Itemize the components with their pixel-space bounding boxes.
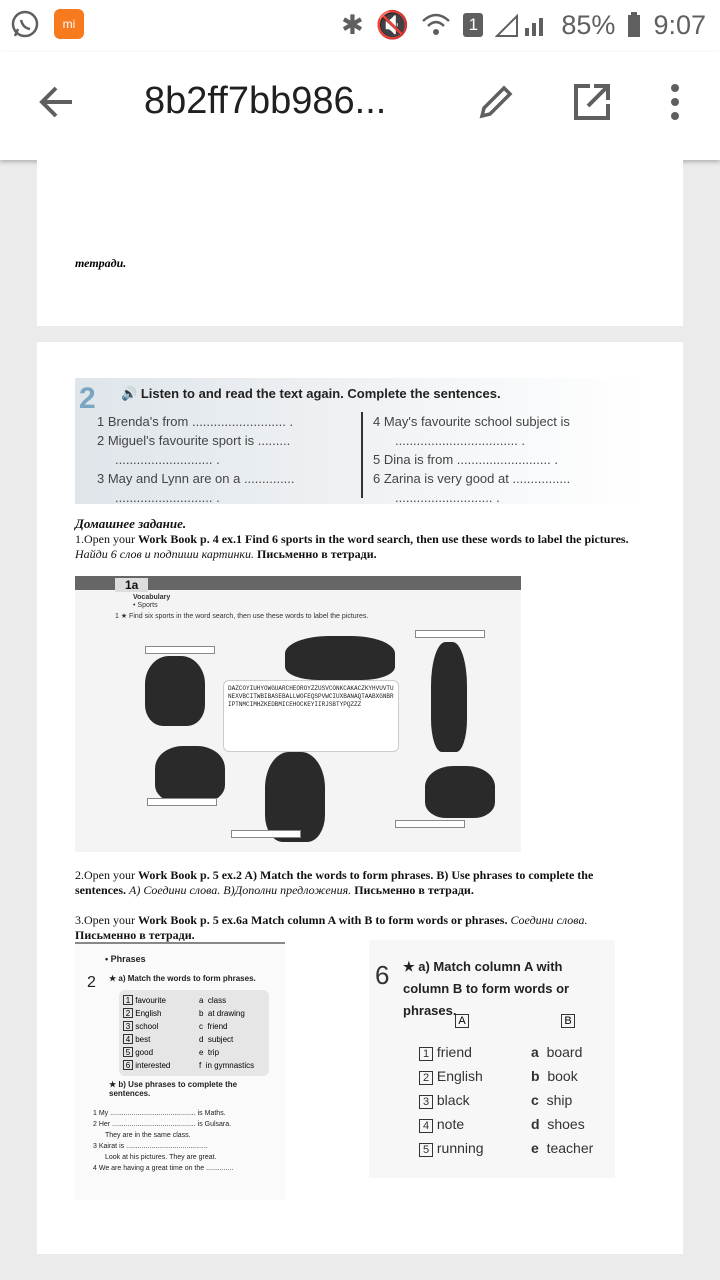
bluetooth-icon: ✱ (341, 9, 364, 40)
column-a-word: friend (436, 1044, 472, 1060)
vocab-label: Vocabulary (133, 594, 171, 601)
column-a-item: 1 friend (419, 1040, 484, 1064)
sentences (93, 1108, 279, 1174)
letter: e (199, 1048, 204, 1057)
sentence: 1 My ............................................ is Maths. (93, 1110, 226, 1117)
column-b-item (531, 1064, 593, 1088)
match-right-item (199, 1007, 254, 1020)
column-b-header: B (561, 1014, 575, 1028)
exercise-3 (75, 913, 645, 943)
label-box-2 (415, 630, 485, 638)
match-left-word: good (135, 1048, 154, 1057)
task-number: 2 (79, 382, 96, 415)
match-right-word: in gymnastics (205, 1061, 255, 1070)
ex-text: 1.Open your (75, 532, 138, 546)
unit-tag: 1a (115, 578, 148, 592)
match-right-word: at drawing (207, 1009, 245, 1018)
ex-text-ru: Найди 6 слов и подпиши картинки. (75, 547, 255, 561)
mi-app-icon: mi (54, 9, 84, 39)
sentence: 2 Her ........................................... is Gulsara. (93, 1121, 232, 1128)
match-left-word: English (135, 1009, 162, 1018)
wordsearch-image (75, 576, 521, 852)
sentence: 3 Kairat is .......................................... (93, 1143, 208, 1150)
match-left-item: 4 best (123, 1033, 170, 1046)
hockey-player-image (145, 656, 205, 726)
phrases-heading: • Phrases (105, 954, 146, 964)
cyclist-image (285, 636, 395, 680)
letter: c (531, 1092, 539, 1108)
task-instruction: Listen to and read the text again. Complete the sentences. (140, 386, 501, 401)
letter: a (531, 1044, 539, 1060)
match-left-word: favourite (135, 996, 166, 1005)
sports-label: • Sports (133, 602, 158, 609)
document-page-2 (37, 342, 683, 1254)
mute-icon: 🔇 (375, 10, 410, 40)
letter: b (531, 1068, 540, 1084)
column-a-word: black (436, 1092, 470, 1108)
task2-listen-block (75, 378, 645, 504)
whatsapp-icon (10, 9, 40, 39)
match-left-item: 2 English (123, 1007, 170, 1020)
sentence: 2 Miguel's favourite sport is ......... (97, 433, 291, 448)
column-a-list (419, 1040, 484, 1160)
status-bar (0, 0, 720, 52)
column-b-list (531, 1040, 593, 1160)
column-a-item: 3 black (419, 1088, 484, 1112)
sentence: ........................... . (115, 490, 220, 505)
document-title: 8b2ff7bb986... (144, 80, 387, 122)
more-options-icon[interactable] (660, 82, 690, 122)
app-bar (0, 52, 720, 160)
ex-text-bold: Письменно в тетради. (351, 883, 474, 897)
label-box-6 (395, 820, 465, 828)
letter: c (199, 1022, 203, 1031)
exercise-2 (75, 868, 645, 898)
column-a-item: 4 note (419, 1112, 484, 1136)
match-right-item (199, 1020, 254, 1033)
ex-text-ru: Соедини слова. (507, 913, 588, 927)
match-table (119, 990, 269, 1076)
battery-icon (627, 12, 641, 38)
sentence: They are in the same class. (105, 1132, 191, 1139)
letter: f (199, 1061, 202, 1070)
match-left-word: school (135, 1022, 159, 1031)
task-a: ★ a) Match the words to form phrases. (109, 974, 256, 983)
signal-icon (495, 12, 549, 38)
column-divider (361, 412, 363, 498)
task-b: ★ b) Use phrases to complete the sentences. (109, 1080, 238, 1098)
match-right-word: class (207, 996, 227, 1005)
ex-text: 2.Open your (75, 868, 138, 882)
match-left-item: 6 interested (123, 1059, 170, 1072)
task-heading: 🔊 Listen to and read the text again. Complete the sentences. (121, 386, 501, 401)
column-b-word: ship (546, 1092, 573, 1108)
label-box-5 (231, 830, 301, 838)
page1-text: тетради. (75, 256, 127, 270)
sentence: 1 Brenda's from .......................... . (97, 414, 294, 429)
clock: 9:07 (653, 9, 706, 40)
letter: d (531, 1116, 540, 1132)
sentence: ........................... . (395, 490, 500, 505)
word-search-grid: DAZCOYIUHYOWGUARCHEOROYZZUSVCONKCAKACZKYHVUVTUNEXVBCITWBIBASEBALLWOFEQSPVWCIUXBANAQTAABXGNBRIPTNMCIMHZKEDBMICEHOCKEYIIRJSBTYPQZZZ (223, 680, 399, 752)
match-left-item: 5 good (123, 1046, 170, 1059)
ex-text-bold: Письменно в тетради. (75, 928, 195, 942)
match-right-word: friend (207, 1022, 228, 1031)
sentence: 5 Dina is from .......................... . (373, 452, 558, 467)
sim-badge: 1 (463, 13, 483, 37)
edit-pencil-icon[interactable] (476, 82, 516, 122)
gymnast-image (431, 642, 467, 752)
left-words (123, 994, 170, 1072)
match-left-word: interested (135, 1061, 171, 1070)
column-a-word: note (436, 1116, 465, 1132)
wifi-icon (421, 12, 451, 38)
column-a-word: running (436, 1140, 484, 1156)
ex-number: 2 (87, 974, 96, 991)
archer-image (425, 766, 495, 818)
document-page-1 (37, 160, 683, 326)
column-b-item (531, 1112, 593, 1136)
right-words (199, 994, 254, 1072)
letter: d (199, 1035, 204, 1044)
sentence: 3 May and Lynn are on a .............. (97, 471, 295, 486)
task-instruction: ★ a) Match column A with column B to form words or phrases. (403, 959, 570, 1018)
baseball-player-image (265, 752, 325, 842)
sentence: .................................. . (395, 433, 526, 448)
match-columns-exercise (369, 940, 615, 1178)
match-right-item (199, 1046, 254, 1059)
match-right-item (199, 1033, 254, 1046)
match-left-item: 1 favourite (123, 994, 170, 1007)
match-right-word: trip (207, 1048, 220, 1057)
ex-text-ru: А) Соедини слова. В)Дополни предложения. (126, 883, 352, 897)
ex-text-bold: Work Book p. 5 ex.2 A) Match the words to form phrases. B) Use phrases to complete the sentences. (75, 868, 594, 897)
label-box-1 (145, 646, 215, 654)
column-a-header: A (455, 1014, 469, 1028)
column-b-item (531, 1136, 593, 1160)
sentence: Look at his pictures. They are great. (105, 1154, 217, 1161)
ex-number: 6 (375, 960, 390, 990)
left-sentences (97, 412, 295, 507)
battery-percent: 85% (561, 9, 616, 40)
column-b-word: teacher (546, 1140, 594, 1156)
sentence: 4 May's favourite school subject is (373, 414, 570, 429)
letter: b (199, 1009, 204, 1018)
ws-instruction: 1 ★ Find six sports in the word search, then use these words to label the pictures. (115, 613, 369, 620)
match-right-item (199, 1059, 254, 1072)
letter: e (531, 1140, 539, 1156)
open-external-icon[interactable] (572, 82, 612, 122)
sentence: 6 Zarina is very good at ................ (373, 471, 571, 486)
ex-text-bold: Work Book p. 4 ex.1 Find 6 sports in the word search, then use these words to label the pictures. (138, 532, 629, 546)
ex-text: 3.Open your (75, 913, 138, 927)
back-arrow-icon[interactable] (36, 82, 76, 122)
right-sentences (373, 412, 570, 507)
exercise-1 (75, 532, 645, 562)
match-right-item (199, 994, 254, 1007)
column-b-word: shoes (547, 1116, 585, 1132)
match-right-word: subject (207, 1035, 234, 1044)
column-b-item (531, 1088, 593, 1112)
karate-image (155, 746, 225, 802)
column-b-word: book (547, 1068, 578, 1084)
ex-text-bold: Work Book p. 5 ex.6a Match column A with B to form words or phrases. (138, 913, 508, 927)
column-a-item: 5 running (419, 1136, 484, 1160)
label-box-4 (147, 798, 217, 806)
sentence: 4 We are having a great time on the .............. (93, 1165, 234, 1172)
homework-title: Домашнее задание. (75, 516, 187, 531)
phrases-exercise (75, 942, 285, 1200)
letter: a (199, 996, 204, 1005)
column-b-word: board (546, 1044, 583, 1060)
match-left-word: best (135, 1035, 151, 1044)
match-left-item: 3 school (123, 1020, 170, 1033)
sentence: ........................... . (115, 452, 220, 467)
column-a-word: English (436, 1068, 483, 1084)
ex-text-bold: Письменно в тетради. (254, 547, 377, 561)
column-b-item (531, 1040, 593, 1064)
column-a-item: 2 English (419, 1064, 484, 1088)
